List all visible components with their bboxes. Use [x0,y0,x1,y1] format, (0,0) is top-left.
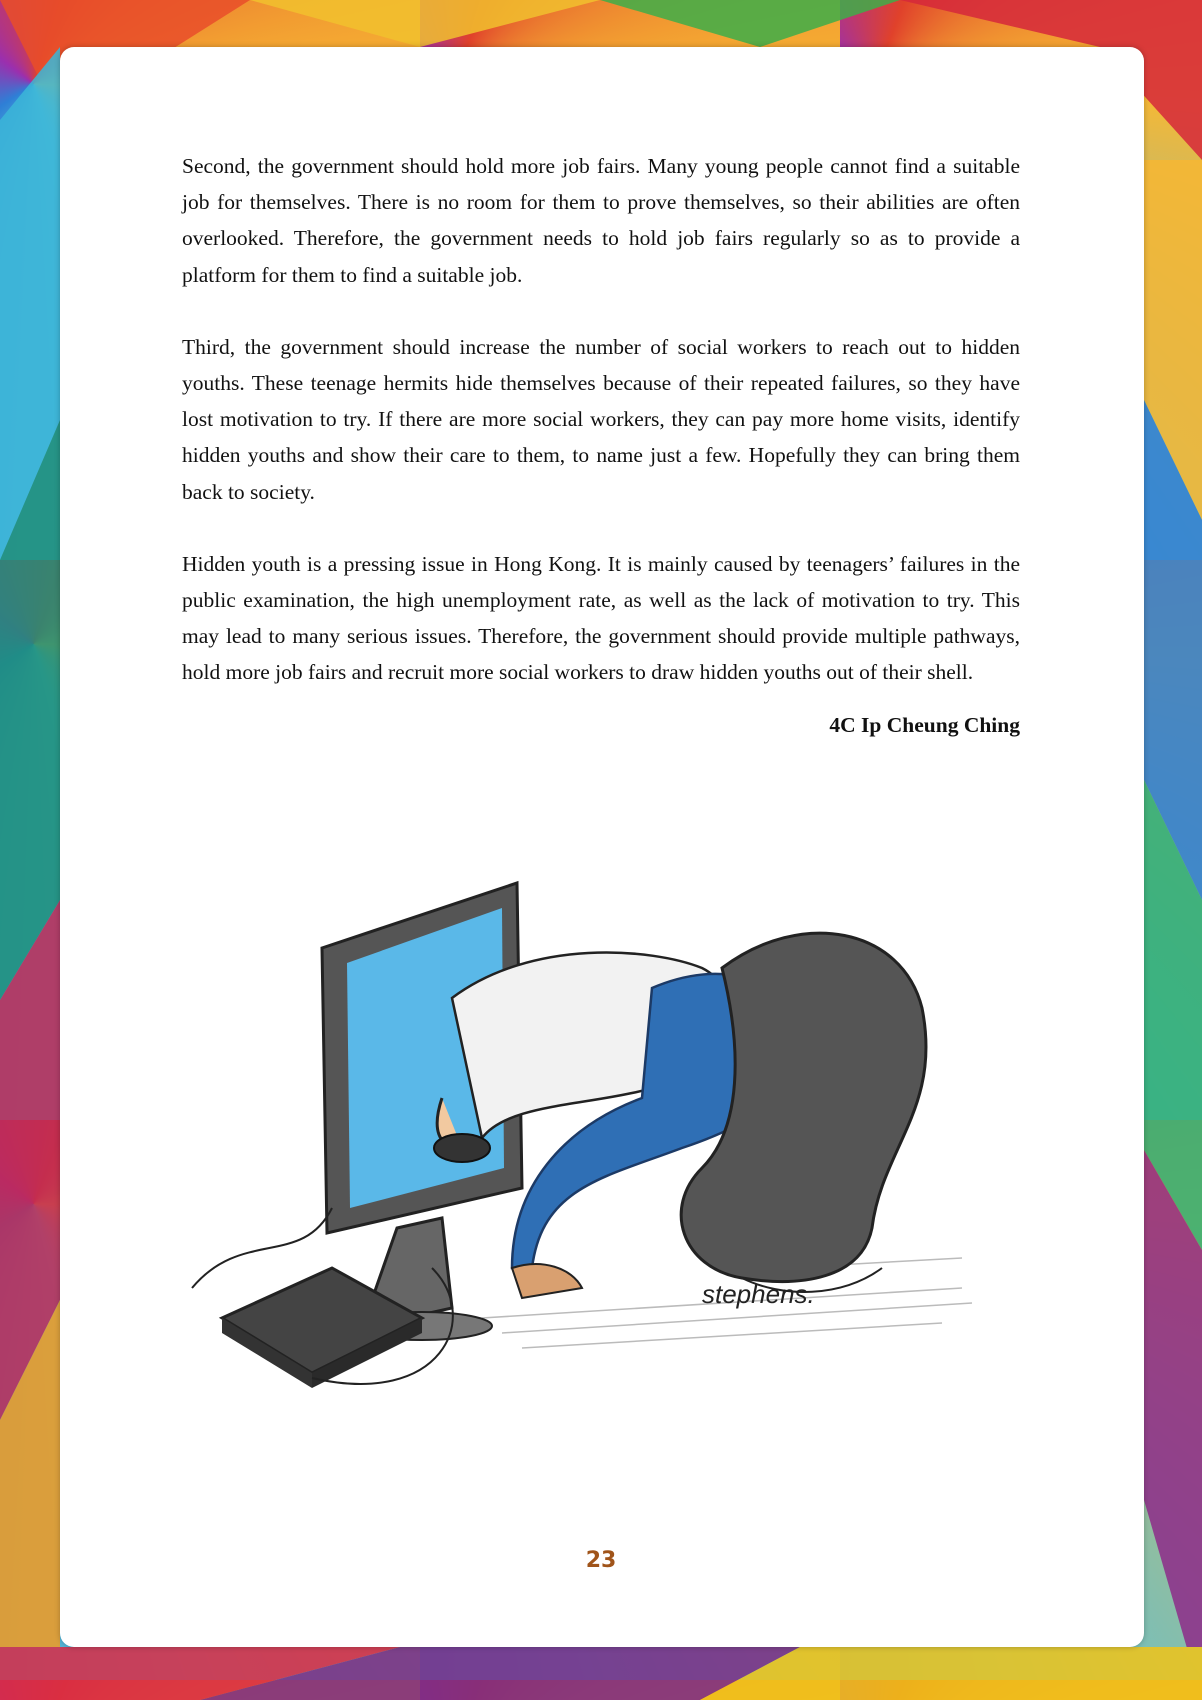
page-number: 23 [585,1548,617,1573]
controller-icon [434,1134,490,1162]
paragraph: Hidden youth is a pressing issue in Hong Kong. It is mainly caused by teenagers’ failures in the public examination, the high unemployment rate, as well as the lack of motivation to try. This may lead to many serious issues. Therefore, the government should provide multiple pathways, hold more job fairs and recruit more social workers to draw hidden youths out of their shell. [182,551,1020,685]
paragraph: Second, the government should hold more job fairs. Many young people cannot find a suitable job for themselves. There is no room for them to prove themselves, so their abilities are often overlooked. Therefore, the government needs to hold job fairs regularly so as to provide a platform for them to find a suitable job. [182,154,1020,287]
author-name: 4C Ip Cheung Ching [829,712,1020,737]
hidden-youth-cartoon [182,848,1020,1418]
paragraph: Third, the government should increase the number of social workers to reach out to hidden youths. These teenage hermits hide themselves because of their repeated failures, so they have lost motivation to try. If there are more social workers, they can pay more home visits, identify hidden youths and show their care to them, to name just a few. Hopefully they can bring them back to society. [182,334,1020,504]
essay-text [182,148,1020,743]
cartoon-signature: stephens. [702,1279,815,1309]
